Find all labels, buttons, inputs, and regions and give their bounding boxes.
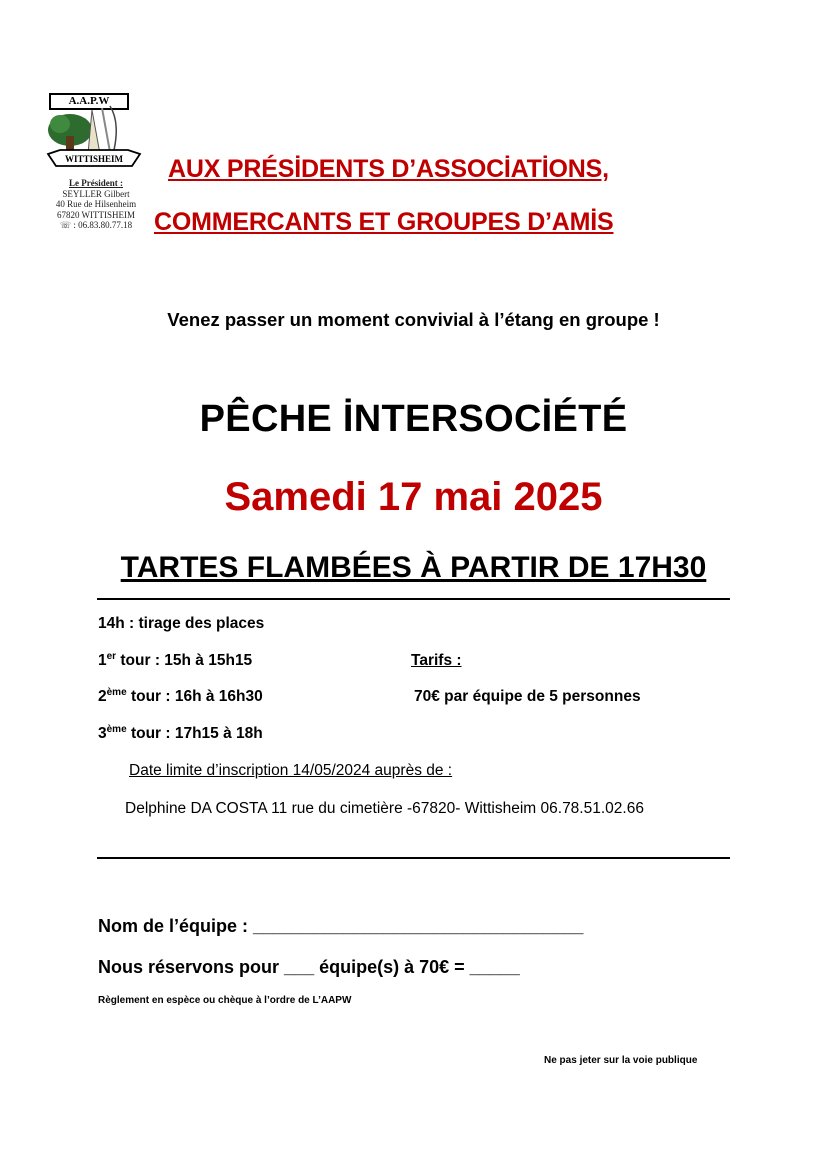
contact-line: Delphine DA COSTA 11 rue du cimetière -67820- Wittisheim 06.78.51.02.66 xyxy=(125,800,644,817)
schedule-tour-2 xyxy=(98,688,263,706)
registration-deadline: Date limite d’inscription 14/05/2024 auprès de : xyxy=(129,762,453,779)
schedule-tour-3 xyxy=(98,725,263,743)
tour-3-number: 3 xyxy=(98,725,107,742)
divider-top xyxy=(97,598,730,600)
tour-3-suffix: ème xyxy=(106,723,127,735)
event-date: Samedi 17 mai 2025 xyxy=(224,475,603,519)
tarifs-label: Tarifs : xyxy=(411,652,462,669)
tour-2-suffix: ème xyxy=(106,686,127,698)
president-city: 67820 WITTISHEIM xyxy=(56,209,136,220)
logo-president-block xyxy=(42,178,150,231)
logo-top-text: A.A.P.W xyxy=(68,95,110,107)
team-name-field[interactable]: Nom de l’équipe : _________________________________ xyxy=(98,916,584,936)
header-line-1: AUX PRÉSİDENTS D’ASSOCİATİONS, xyxy=(168,155,609,183)
president-phone: ☏ : 06.83.80.77.18 xyxy=(59,220,133,230)
logo-banner-text: WITTISHEIM xyxy=(64,154,124,164)
reservation-field[interactable]: Nous réservons pour ___ équipe(s) à 70€ = _____ xyxy=(98,957,520,977)
schedule-draw: 14h : tirage des places xyxy=(98,615,265,632)
president-address: 40 Rue de Hilsenheim xyxy=(55,199,137,209)
tarifs-price: 70€ par équipe de 5 personnes xyxy=(414,688,641,705)
footer-note: Ne pas jeter sur la voie publique xyxy=(544,1055,698,1066)
tour-2-number: 2 xyxy=(98,688,107,705)
association-logo xyxy=(40,92,150,237)
tartes-flambees-heading: TARTES FLAMBÉES À PARTIR DE 17H30 xyxy=(120,551,707,584)
intro-text: Venez passer un moment convivial à l’étang en groupe ! xyxy=(167,309,660,330)
tour-3-time: tour : 17h15 à 18h xyxy=(126,725,263,742)
tour-1-suffix: er xyxy=(106,650,117,662)
tour-1-number: 1 xyxy=(98,652,107,669)
president-label: Le Président : xyxy=(69,178,123,188)
president-name: SEYLLER Gilbert xyxy=(62,188,130,199)
tour-2-time: tour : 16h à 16h30 xyxy=(126,688,263,705)
payment-note: Règlement en espèce ou chèque à l’ordre de L’AAPW xyxy=(98,995,352,1006)
schedule-tour-1 xyxy=(98,652,252,670)
tour-1-time: tour : 15h à 15h15 xyxy=(116,652,253,669)
event-title: PÊCHE İNTERSOCİÉTÉ xyxy=(199,398,628,440)
divider-bottom xyxy=(97,857,730,859)
header-line-2: COMMERCANTS ET GROUPES D’AMİS xyxy=(154,208,614,236)
